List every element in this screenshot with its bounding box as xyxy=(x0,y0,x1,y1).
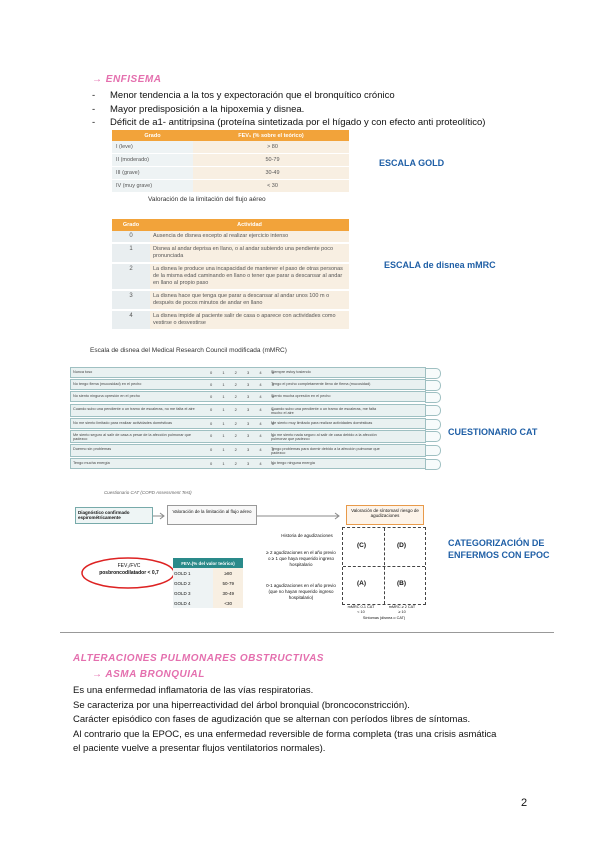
arrow-right-icon xyxy=(153,512,167,520)
table-row: 2 La disnea le produce una incapacidad de mantener el paso de otras personas de la misma edad caminando en llano o tener que parar a descansar al andar en llano al propio paso xyxy=(112,263,349,290)
table-row: 1 Disnea al andar deprisa en llano, o al andar subiendo una pendiente poco pronunciada xyxy=(112,243,349,263)
ratio-line: posbroncodilatador < 0,7 xyxy=(99,570,159,576)
table-row: 4 La disnea impide al paciente salir de casa o aparece con actividades como vestirse o desvestirse xyxy=(112,310,349,330)
table-row: GOLD 1 ≥80 xyxy=(173,568,243,578)
table-row: No me siento limitado para realizar actividades domésticas 0 1 2 3 4 5 Me siento muy limitado para realizar actividades domésticas xyxy=(70,418,426,429)
table-row: GOLD 2 50-79 xyxy=(173,578,243,588)
ratio-line: FEV₁/FVC xyxy=(117,563,141,569)
table-row: Me siento seguro al salir de casa a pesar de la afección pulmonar que padezco 0 1 2 3 4 5 No me siento nada seguro al salir de casa debido a la afección pulmonar que padezco xyxy=(70,430,426,443)
categ-label xyxy=(448,537,550,561)
hist-bottom: 0-1 agudizaciones en el año previo (que no hayan requerido ingreso hospitalario) xyxy=(266,583,336,600)
bullet-item: - Déficit de a1- antitripsina (proteína sintetizada por el hígado y con efecto anti proteolítico) xyxy=(92,117,486,128)
x-left-label: mMRC 0-1 CAT < 10 xyxy=(347,605,375,614)
categ-label-line: ENFERMOS CON EPOC xyxy=(448,550,550,560)
gold-table xyxy=(112,130,349,193)
table-row: IV (muy grave) < 30 xyxy=(112,180,349,193)
table-row: No tengo flema (mucosidad) en el pecho 0 1 2 3 4 5 Tengo el pecho completamente lleno de flema (mucosidad) xyxy=(70,379,426,390)
section-title: ALTERACIONES PULMONARES OBSTRUCTIVAS xyxy=(73,653,324,664)
epoc-quadrant-grid xyxy=(342,527,426,605)
table-row: GOLD 3 30-49 xyxy=(173,588,243,598)
cat-label: CUESTIONARIO CAT xyxy=(448,427,538,437)
table-row: Nunca toso 0 1 2 3 4 5 Siempre estoy tosiendo xyxy=(70,367,426,378)
mmrc-table xyxy=(112,219,349,331)
categ-label-line: CATEGORIZACIÓN DE xyxy=(448,538,545,548)
cat-questionnaire xyxy=(70,367,426,471)
enfisema-bullets xyxy=(92,89,485,130)
mmrc-caption: Escala de disnea del Medical Research Council modificada (mMRC) xyxy=(90,347,287,354)
flow-box-valoracion: Valoración de la limitación al flujo aéreo xyxy=(167,505,257,525)
fev-fvc-ratio xyxy=(94,563,164,577)
flow-box-diagnostico: Diagnóstico confirmado espirométricamente xyxy=(75,507,153,524)
body-line: Se caracteriza por una hiperreactividad del árbol bronquial (broncoconstricción). xyxy=(73,699,410,711)
body-line: Al contrario que la EPOC, es una enfermedad reversible de forma completa (tras una crisis asmática xyxy=(73,728,497,740)
asma-body xyxy=(73,684,496,757)
table-row: Duermo sin problemas 0 1 2 3 4 5 Tengo problemas para dormir debido a la afección pulmonar que padezco xyxy=(70,444,426,457)
asma-heading: → ASMA BRONQUIAL xyxy=(92,669,205,680)
table-row: 3 La disnea hace que tenga que parar a descansar al andar unos 100 m o después de pocos minutos de andar en llano xyxy=(112,290,349,310)
table-row: No siento ninguna opresión en el pecho 0 1 2 3 4 5 Siento mucha opresión en el pecho xyxy=(70,391,426,402)
arrow-right-icon xyxy=(257,512,342,520)
quadrant-a: (A) xyxy=(357,580,367,587)
gold-label: ESCALA GOLD xyxy=(379,158,445,168)
body-line: el paciente vuelve a presentar flujos ventilatorios normales). xyxy=(73,743,326,754)
gold-caption: Valoración de la limitación del flujo aéreo xyxy=(148,196,266,203)
mmrc-label: ESCALA de disnea mMRC xyxy=(384,260,496,270)
gold-header-grado: Grado xyxy=(112,130,193,141)
gold-header-fev: FEV₁ (% sobre el teórico) xyxy=(193,130,349,141)
cat-caption: Cuestionario CAT (COPD Assessment Test) xyxy=(104,490,192,495)
enfisema-heading: → ENFISEMA xyxy=(92,74,162,85)
hist-title: Historia de agudizaciones xyxy=(281,533,333,538)
hist-top: ≥ 2 agudizaciones en el año previo o ≥ 1 que haya requerido ingreso hospitalario xyxy=(266,550,336,567)
table-row: II (moderado) 50-79 xyxy=(112,154,349,167)
table-row: Cuando subo una pendiente o un tramo de escaleras, no me falta el aire 0 1 2 3 4 5 Cuando subo una pendiente o un tramo de escaleras, me falta mucho el aire xyxy=(70,404,426,417)
mini-header: FEV₁(% del valor teórico) xyxy=(173,558,243,568)
bullet-item: - Menor tendencia a la tos y expectoración que el bronquítico crónico xyxy=(92,90,395,101)
quadrant-c: (C) xyxy=(357,542,367,549)
bullet-item: - Mayor predisposición a la hipoxemia y disnea. xyxy=(92,103,305,115)
flow-box-sintomas: Valoración de síntomas/ riesgo de agudizaciones xyxy=(346,505,424,525)
body-line: Carácter episódico con fases de agudización que se alternan con períodos libres de síntomas. xyxy=(73,714,471,725)
table-row: GOLD 4 <30 xyxy=(173,598,243,608)
page-number: 2 xyxy=(521,797,528,809)
gold-mini-table xyxy=(173,558,243,608)
table-row: III (grave) 30-49 xyxy=(112,167,349,180)
mmrc-header-grado: Grado xyxy=(112,219,150,231)
quadrant-b: (B) xyxy=(397,580,407,587)
table-row: Tengo mucha energía 0 1 2 3 4 5 No tengo ninguna energía xyxy=(70,458,426,469)
body-line: Es una enfermedad inflamatoria de las vías respiratorias. xyxy=(73,685,314,696)
x-right-label: mMRC ≥ 2 CAT ≥ 10 xyxy=(388,605,416,614)
x-title: Síntomas (disnea o CAT) xyxy=(362,616,406,620)
table-row: I (leve) > 80 xyxy=(112,141,349,154)
quadrant-d: (D) xyxy=(397,542,407,549)
mmrc-header-actividad: Actividad xyxy=(150,219,349,231)
divider xyxy=(60,632,554,633)
table-row: 0 Ausencia de disnea excepto al realizar ejercicio intenso xyxy=(112,231,349,243)
